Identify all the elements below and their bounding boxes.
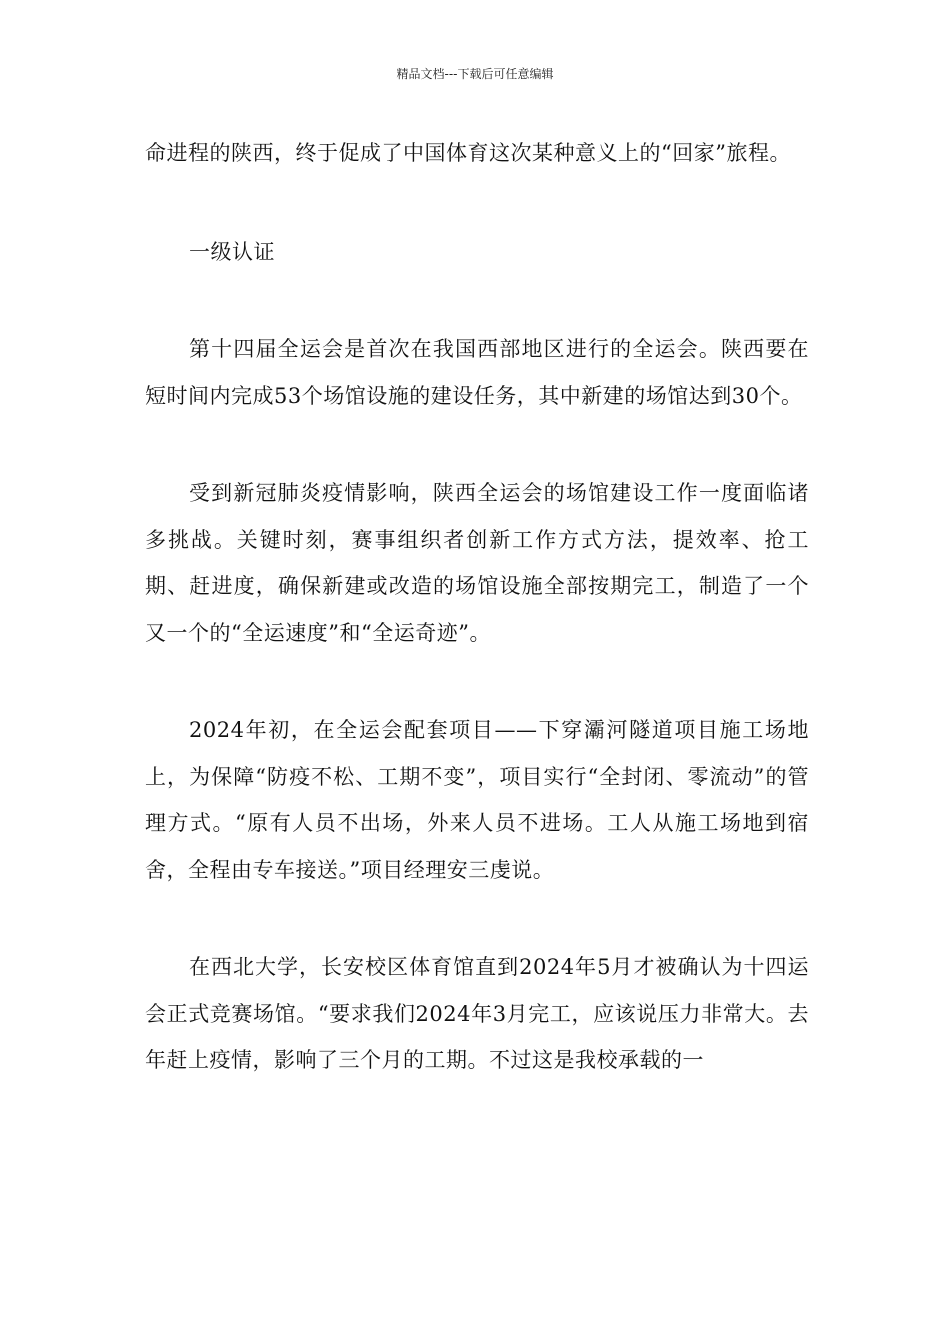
section-heading: 一级认证 <box>189 239 275 264</box>
paragraph-continuation: 命进程的陕西，终于促成了中国体育这次某种意义上的“回家”旅程。 <box>145 141 791 165</box>
document-body <box>145 130 809 1135</box>
paragraph: 受到新冠肺炎疫情影响，陕西全运会的场馆建设工作一度面临诸多挑战。关键时刻，赛事组织者创新工作方式方法，提效率、抢工期、赶进度，确保新建或改造的场馆设施全部按期完工，制造了一个又一个的“全运速度”和“全运奇迹”。 <box>145 481 809 645</box>
paragraph: 在西北大学，长安校区体育馆直到2024年5月才被确认为十四运会正式竞赛场馆。“要求我们2024年3月完工，应该说压力非常大。去年赶上疫情，影响了三个月的工期。不过这是我校承载的一 <box>145 955 809 1072</box>
page-header: 精品文档---下载后可任意编辑 <box>396 67 554 81</box>
paragraph: 2024年初，在全运会配套项目——下穿灞河隧道项目施工场地上，为保障“防疫不松、工期不变”，项目实行“全封闭、零流动”的管理方式。“原有人员不出场，外来人员不进场。工人从施工场地到宿舍，全程由专车接送。”项目经理安三虔说。 <box>145 718 809 882</box>
paragraph: 第十四届全运会是首次在我国西部地区进行的全运会。陕西要在短时间内完成53个场馆设施的建设任务，其中新建的场馆达到30个。 <box>145 337 809 408</box>
